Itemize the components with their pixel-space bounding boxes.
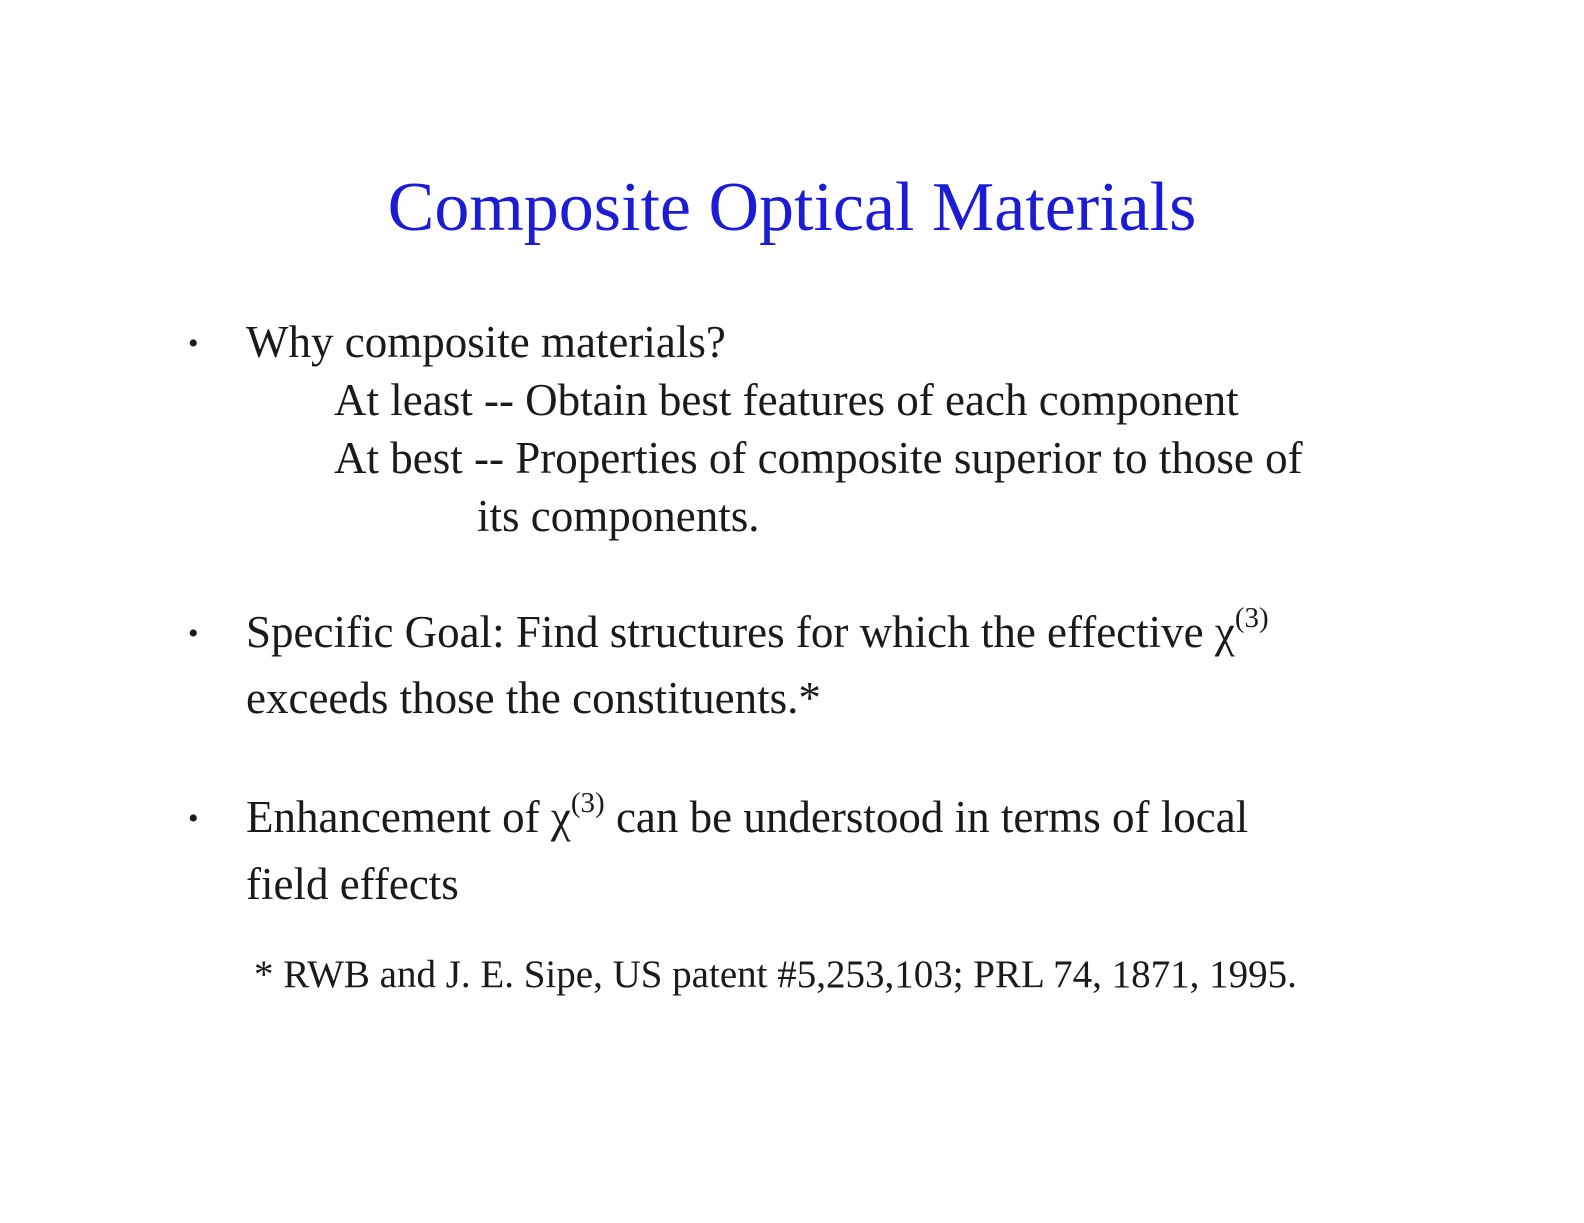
- chi-symbol: χ: [550, 792, 571, 842]
- footnote-reference: * RWB and J. E. Sipe, US patent #5,253,103; PRL 74, 1871, 1995.: [254, 953, 1297, 996]
- bullet-3-suffix: can be understood in terms of local: [615, 792, 1249, 842]
- chi-symbol: χ: [1214, 607, 1235, 657]
- chi-superscript: (3): [570, 787, 605, 819]
- bullet-1-subline-at-best: At best -- Properties of composite superior to those of: [334, 433, 1303, 483]
- chi-superscript: (3): [1234, 602, 1269, 634]
- bullet-3-line-2: field effects: [246, 859, 459, 909]
- bullet-2-line-2: exceeds those the constituents.*: [246, 673, 821, 723]
- bullet-1-subline-at-least: At least -- Obtain best features of each component: [334, 375, 1239, 425]
- bullet-2-line-1: [246, 602, 1269, 658]
- bullet-2-text: Specific Goal: Find structures for which the effective: [246, 607, 1204, 657]
- bullet-3-dot: •: [188, 802, 199, 835]
- bullet-1-dot: •: [188, 327, 199, 360]
- bullet-3-line-1: [246, 787, 1249, 843]
- slide-title: Composite Optical Materials: [387, 169, 1197, 246]
- bullet-2-dot: •: [188, 617, 199, 650]
- bullet-1-subline-continuation: its components.: [477, 491, 760, 541]
- bullet-1-heading: Why composite materials?: [246, 317, 726, 367]
- bullet-3-prefix: Enhancement of: [246, 792, 540, 842]
